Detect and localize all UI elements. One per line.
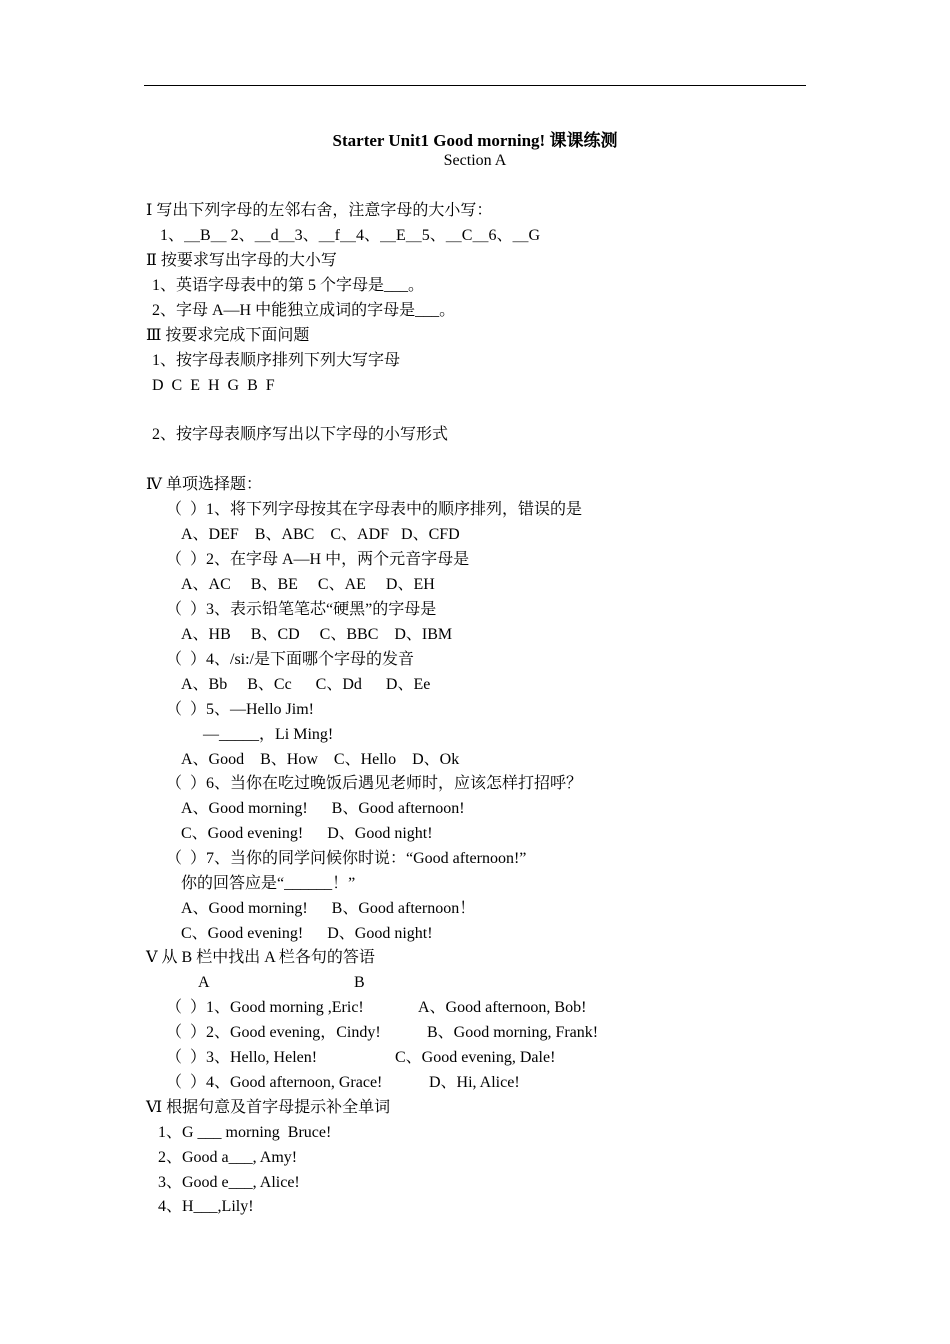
fill-question-2: 2、Good a___, Amy!: [158, 1149, 298, 1166]
page-title: Starter Unit1 Good morning! 课课练测: [332, 131, 618, 150]
section-2-question-2: 2、字母 A—H 中能独立成词的字母是___。: [152, 302, 456, 319]
header-rule: [144, 85, 806, 86]
section-6-heading: Ⅵ 根据句意及首字母提示补全单词: [146, 1099, 391, 1116]
section-5-heading: Ⅴ 从 B 栏中找出 A 栏各句的答语: [146, 949, 375, 966]
fill-question-1: 1、G ___ morning Bruce!: [158, 1124, 332, 1141]
mc-question-7-prompt: 你的回答应是“______！”: [181, 875, 356, 892]
match-a-4: （ ）4、Good afternoon, Grace!: [166, 1074, 383, 1091]
section-4-heading: Ⅳ 单项选择题：: [146, 476, 262, 493]
column-b-label: B: [354, 974, 365, 991]
mc-question-5: （ ）5、—Hello Jim!: [166, 701, 314, 718]
mc-options-1: A、DEF B、ABC C、ADF D、CFD: [181, 526, 460, 543]
mc-question-6: （ ）6、当你在吃过晚饭后遇见老师时，应该怎样打招呼？: [166, 775, 583, 792]
section-2-heading: Ⅱ 按要求写出字母的大小写: [146, 252, 337, 269]
mc-options-3: A、HB B、CD C、BBC D、IBM: [181, 626, 453, 643]
match-a-3: （ ）3、Hello, Helen!: [166, 1049, 318, 1066]
section-1-line: 1、＿B＿ 2、＿d＿3、＿f＿4、＿E＿5、＿C＿6、＿G: [160, 227, 541, 244]
mc-question-4: （ ）4、/si:/是下面哪个字母的发音: [166, 651, 415, 668]
section-3-question-1: 1、按字母表顺序排列下列大写字母: [152, 352, 401, 369]
column-a-label: A: [198, 974, 210, 991]
match-a-1: （ ）1、Good morning ,Eric!: [166, 999, 364, 1016]
section-3-heading: Ⅲ 按要求完成下面问题: [146, 327, 310, 344]
fill-question-3: 3、Good e___, Alice!: [158, 1174, 300, 1191]
match-b-2: B、Good morning, Frank!: [427, 1024, 599, 1041]
mc-question-7: （ ）7、当你的同学问候你时说：“Good afternoon!”: [166, 850, 527, 867]
match-b-1: A、Good afternoon, Bob!: [418, 999, 587, 1016]
mc-options-4: A、Bb B、Cc C、Dd D、Ee: [181, 676, 431, 693]
mc-question-3: （ ）3、表示铅笔笔芯“硬黑”的字母是: [166, 601, 437, 618]
mc-question-1: （ ）1、将下列字母按其在字母表中的顺序排列，错误的是: [166, 501, 583, 518]
match-b-4: D、Hi, Alice!: [429, 1074, 520, 1091]
match-a-2: （ ）2、Good evening，Cindy!: [166, 1024, 381, 1041]
mc-options-6b: C、Good evening! D、Good night!: [181, 825, 433, 842]
mc-options-7b: C、Good evening! D、Good night!: [181, 925, 433, 942]
fill-question-4: 4、H___,Lily!: [158, 1198, 254, 1215]
mc-question-2: （ ）2、在字母 A—H 中，两个元音字母是: [166, 551, 470, 568]
section-2-question-1: 1、英语字母表中的第 5 个字母是___。: [152, 277, 425, 294]
mc-options-7a: A、Good morning! B、Good afternoon！: [181, 900, 476, 917]
mc-options-2: A、AC B、BE C、AE D、EH: [181, 576, 435, 593]
match-b-3: C、Good evening, Dale!: [395, 1049, 556, 1066]
mc-options-6a: A、Good morning! B、Good afternoon!: [181, 800, 465, 817]
mc-question-5-reply: —_____，Li Ming!: [203, 726, 334, 743]
mc-options-5: A、Good B、How C、Hello D、Ok: [181, 751, 460, 768]
section-1-heading: Ⅰ 写出下列字母的左邻右舍，注意字母的大小写：: [146, 202, 493, 219]
section-3-letters: D C E H G B F: [152, 377, 275, 394]
section-3-question-2: 2、按字母表顺序写出以下字母的小写形式: [152, 426, 449, 443]
page-subtitle: Section A: [443, 152, 507, 169]
